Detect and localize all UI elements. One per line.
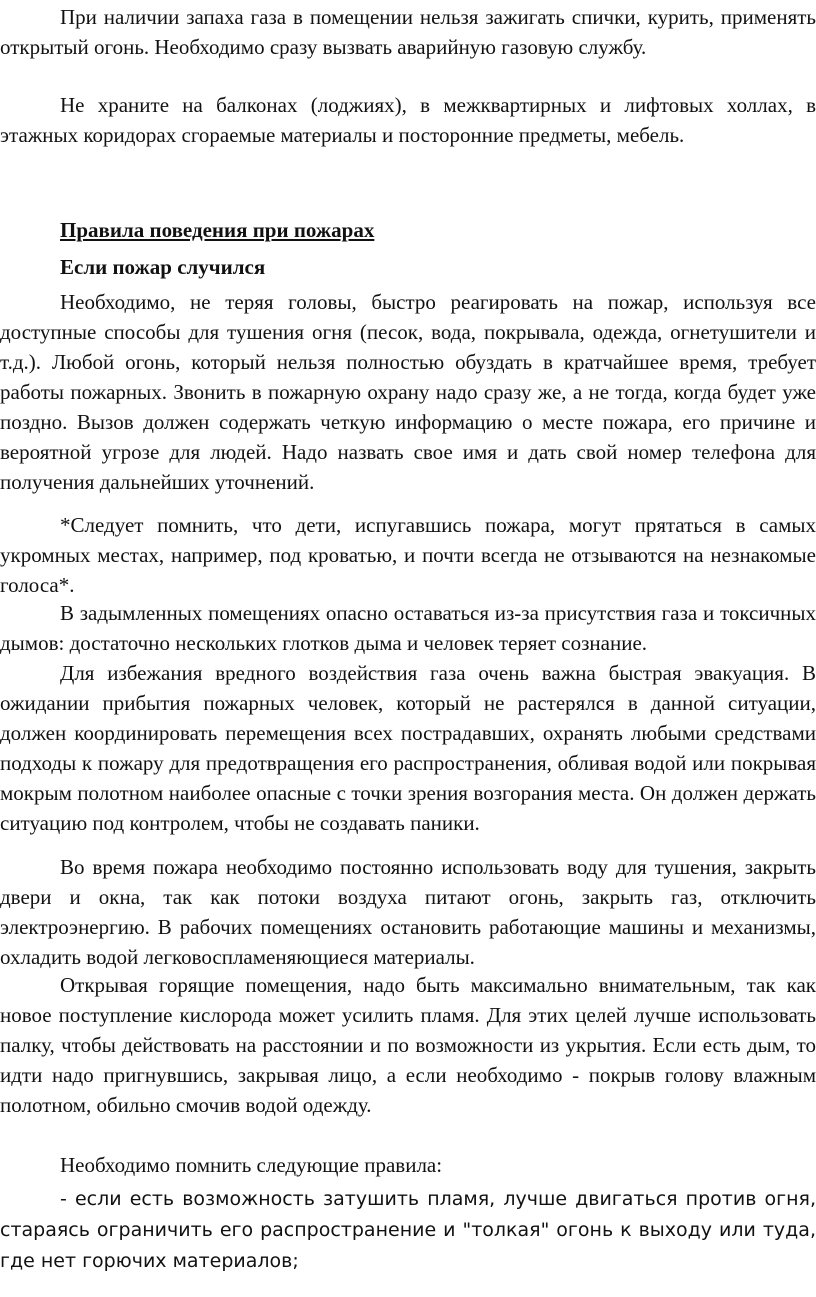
rule-item: - если есть возможность затушить пламя, лучше двигаться против огня, стараясь ограничить его распространение и "толкая" огонь к выходу или туда, где нет горючих материалов; (0, 1188, 816, 1272)
fire-response-paragraph: Необходимо, не теряя головы, быстро реагировать на пожар, используя все доступные способы для тушения огня (песок, вода, покрывала, одежда, огнетушители и т.д.). Любой огонь, который нельзя полностью обуздать в кратчайшее время, требует работы пожарных. Звонить в пожарную охрану надо сразу же, а не тогда, когда будет уже поздно. Вызов должен содержать четкую информацию о месте пожара, его причине и вероятной угрозе для людей. Надо назвать свое имя и дать свой номер телефона для получения дальнейших уточнений. (0, 290, 816, 494)
subheading: Если пожар случился (60, 255, 266, 279)
children-note-paragraph: *Следует помнить, что дети, испугавшись пожара, могут прятаться в самых укромных местах, например, под кроватью, и почти всегда не отзываются на незнакомые голоса*. (0, 513, 816, 597)
rules-intro: Необходимо помнить следующие правила: (60, 1153, 443, 1177)
gas-smell-paragraph: При наличии запаха газа в помещении нельзя зажигать спички, курить, применять открытый огонь. Необходимо сразу вызвать аварийную газовую службу. (0, 5, 816, 59)
storage-paragraph: Не храните на балконах (лоджиях), в межквартирных и лифтовых холлах, в этажных коридорах сгораемые материалы и посторонние предметы, мебель. (0, 93, 816, 147)
extinguishing-paragraph: Во время пожара необходимо постоянно использовать воду для тушения, закрыть двери и окна, так как потоки воздуха питают огонь, закрыть газ, отключить электроэнергию. В рабочих помещениях остановить работающие машины и механизмы, охладить водой легковоспламеняющиеся материалы. (0, 855, 816, 969)
section-heading: Правила поведения при пожарах (60, 218, 375, 242)
smoke-danger-paragraph: В задымленных помещениях опасно оставаться из-за присутствия газа и токсичных дымов: достаточно нескольких глотков дыма и человек теряет сознание. (0, 601, 816, 655)
opening-rooms-paragraph: Открывая горящие помещения, надо быть максимально внимательным, так как новое поступление кислорода может усилить пламя. Для этих целей лучше использовать палку, чтобы действовать на расстоянии и по возможности из укрытия. Если есть дым, то идти надо пригнувшись, закрывая лицо, а если необходимо - покрыв голову влажным полотном, обильно смочив водой одежду. (0, 973, 816, 1117)
evacuation-paragraph: Для избежания вредного воздействия газа очень важна быстрая эвакуация. В ожидании прибытия пожарных человек, который не растерялся в данной ситуации, должен координировать перемещения всех пострадавших, охранять любыми средствами подходы к пожару для предотвращения его распространения, обливая водой или покрывая мокрым полотном наиболее опасные с точки зрения возгорания места. Он должен держать ситуацию под контролем, чтобы не создавать паники. (0, 661, 816, 835)
